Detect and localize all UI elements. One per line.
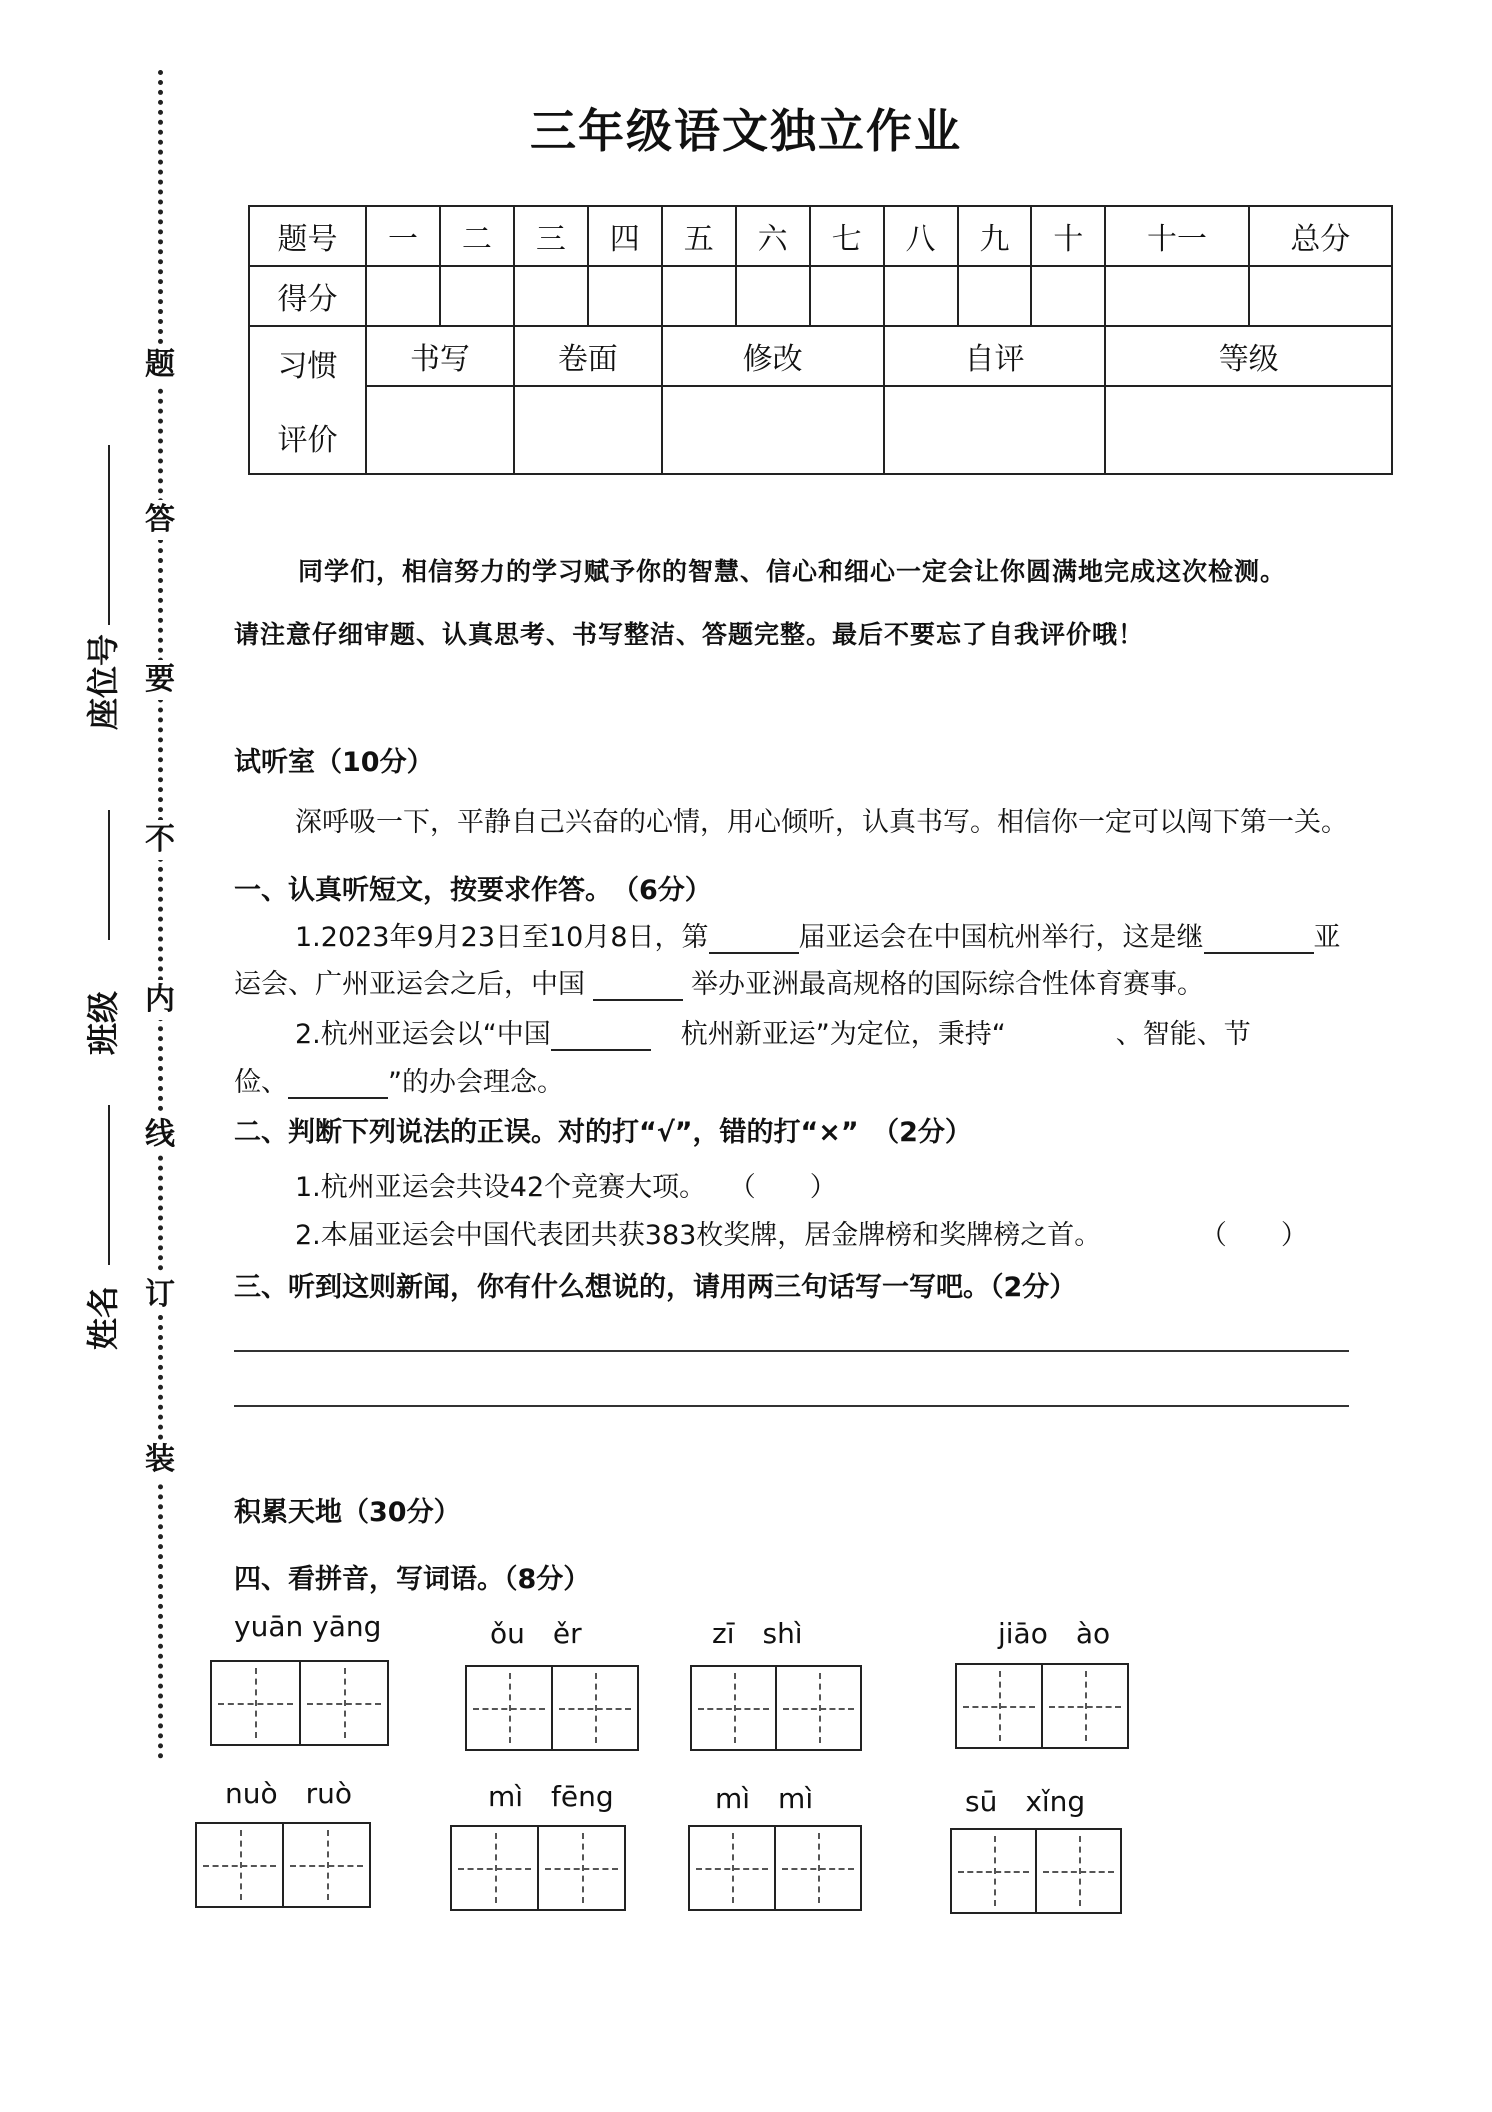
score-cell[interactable] xyxy=(366,266,440,326)
grid-cell[interactable] xyxy=(299,1662,388,1744)
class-label: 班级 xyxy=(84,990,122,1055)
text: 届亚运会在中国杭州举行，这是继 xyxy=(798,922,1204,953)
pinyin-label: yuān yāng xyxy=(234,1610,382,1643)
text: 2.杭州亚运会以“中国 xyxy=(295,1019,551,1050)
text: 、智能、节 xyxy=(1115,1019,1251,1050)
habit-column-header: 修改 xyxy=(662,326,884,386)
question-1-item-1 xyxy=(295,915,1341,954)
text: 举办亚洲最高规格的国际综合性体育赛事。 xyxy=(691,969,1204,1000)
grid-cell[interactable] xyxy=(212,1662,299,1744)
margin-char: 内 xyxy=(140,980,180,1020)
text: 俭、 xyxy=(234,1067,288,1098)
pinyin-label: sū xǐng xyxy=(965,1785,1086,1818)
text: 1.杭州亚运会共设42个竞赛大项。 xyxy=(295,1172,707,1203)
margin-char: 要 xyxy=(140,660,180,700)
habit-column-header: 等级 xyxy=(1105,326,1392,386)
answer-paren[interactable]: （ ） xyxy=(1199,1220,1308,1251)
column-header: 八 xyxy=(884,206,958,266)
score-cell[interactable] xyxy=(588,266,662,326)
pinyin-label: mì fēng xyxy=(488,1780,614,1813)
score-cell[interactable] xyxy=(1249,266,1392,326)
score-cell[interactable] xyxy=(662,266,736,326)
score-cell[interactable] xyxy=(1031,266,1105,326)
grid-cell[interactable] xyxy=(537,1827,624,1909)
answer-blank[interactable] xyxy=(1006,1021,1116,1051)
margin-char: 装 xyxy=(140,1440,180,1480)
habit-column-header: 卷面 xyxy=(514,326,662,386)
score-cell[interactable] xyxy=(736,266,810,326)
section-desc: 深呼吸一下，平静自己兴奋的心情，用心倾听，认真书写。相信你一定可以闯下第一关。 xyxy=(295,807,1348,838)
character-grid[interactable] xyxy=(465,1665,639,1751)
habit-score-cell[interactable] xyxy=(1105,386,1392,474)
text: 亚 xyxy=(1313,922,1341,953)
grid-cell[interactable] xyxy=(467,1667,551,1749)
answer-blank[interactable] xyxy=(593,969,683,1001)
answer-blank[interactable] xyxy=(1204,922,1314,954)
score-cell[interactable] xyxy=(810,266,884,326)
name-label: 姓名 xyxy=(84,1285,122,1350)
column-header: 六 xyxy=(736,206,810,266)
habit-label-1: 习惯 xyxy=(277,349,338,384)
column-header: 二 xyxy=(440,206,514,266)
score-label-cell: 得分 xyxy=(249,266,366,326)
writing-line[interactable] xyxy=(234,1405,1349,1407)
grid-cell[interactable] xyxy=(775,1667,860,1749)
habit-score-cell[interactable] xyxy=(662,386,884,474)
grid-cell[interactable] xyxy=(551,1667,637,1749)
question-2-title: 二、判断下列说法的正误。对的打“√”，错的打“×” （2分） xyxy=(234,1117,972,1148)
answer-blank[interactable] xyxy=(551,1019,651,1051)
question-4-title: 四、看拼音，写词语。（8分） xyxy=(234,1564,591,1595)
score-table xyxy=(248,205,1393,475)
question-1-title: 一、认真听短文，按要求作答。 （6分） xyxy=(234,875,712,906)
margin-char: 答 xyxy=(140,500,180,540)
text: 杭州新亚运”为定位，秉持“ xyxy=(680,1019,1006,1050)
question-2-item-2 xyxy=(295,1213,1308,1252)
column-header: 总分 xyxy=(1249,206,1392,266)
column-header: 三 xyxy=(514,206,588,266)
question-1-item-2 xyxy=(295,1012,1251,1051)
character-grid[interactable] xyxy=(955,1663,1129,1749)
habit-column-header: 书写 xyxy=(366,326,514,386)
grid-cell[interactable] xyxy=(1035,1830,1120,1912)
pinyin-label: jiāo ào xyxy=(998,1617,1111,1650)
grid-cell[interactable] xyxy=(690,1827,774,1909)
pinyin-label: zī shì xyxy=(712,1617,803,1650)
habit-column-header: 自评 xyxy=(884,326,1106,386)
header-label-cell: 题号 xyxy=(249,206,366,266)
column-header: 一 xyxy=(366,206,440,266)
question-2-item-1 xyxy=(295,1165,837,1204)
column-header: 十一 xyxy=(1105,206,1248,266)
pinyin-label: ǒu ěr xyxy=(490,1617,582,1650)
column-header: 五 xyxy=(662,206,736,266)
answer-paren[interactable]: （ ） xyxy=(728,1172,837,1203)
class-field[interactable] xyxy=(108,810,110,940)
question-1-item-2-cont xyxy=(234,1060,564,1099)
answer-blank[interactable] xyxy=(288,1067,388,1099)
score-cell[interactable] xyxy=(440,266,514,326)
grid-cell[interactable] xyxy=(957,1665,1041,1747)
score-cell[interactable] xyxy=(1105,266,1248,326)
grid-cell[interactable] xyxy=(774,1827,860,1909)
writing-line[interactable] xyxy=(234,1350,1349,1352)
margin-char: 不 xyxy=(140,820,180,860)
seat-number-label: 座位号 xyxy=(84,633,122,730)
character-grid[interactable] xyxy=(195,1822,371,1908)
grid-cell[interactable] xyxy=(952,1830,1035,1912)
text: 运会、广州亚运会之后，中国 xyxy=(234,969,585,1000)
habit-score-cell[interactable] xyxy=(514,386,662,474)
text: ”的办会理念。 xyxy=(388,1067,564,1098)
text: 1.2023年9月23日至10月8日，第 xyxy=(295,922,709,953)
score-cell[interactable] xyxy=(514,266,588,326)
pinyin-label: nuò ruò xyxy=(225,1777,353,1810)
column-header: 十 xyxy=(1031,206,1105,266)
margin-char: 订 xyxy=(140,1275,180,1315)
intro-line-2: 请注意仔细审题、认真思考、书写整洁、答题完整。最后不要忘了自我评价哦！ xyxy=(234,620,1145,649)
question-1-item-1-cont xyxy=(234,962,1204,1001)
grid-cell[interactable] xyxy=(452,1827,537,1909)
page-title: 三年级语文独立作业 xyxy=(530,104,962,158)
margin-char: 线 xyxy=(140,1115,180,1155)
answer-blank[interactable] xyxy=(709,922,799,954)
grid-cell[interactable] xyxy=(692,1667,775,1749)
seat-number-field[interactable] xyxy=(108,445,110,625)
text: 2.本届亚运会中国代表团共获383枚奖牌，居金牌榜和奖牌榜之首。 xyxy=(295,1220,1102,1251)
grid-cell[interactable] xyxy=(197,1824,282,1906)
name-field[interactable] xyxy=(108,1105,110,1265)
habit-score-cell[interactable] xyxy=(366,386,514,474)
pinyin-label: mì mì xyxy=(715,1782,814,1815)
section-title: 试听室（10分） xyxy=(234,747,434,778)
habit-label-cell xyxy=(249,326,366,474)
binding-dotted-line xyxy=(158,70,163,1760)
character-grid[interactable] xyxy=(450,1825,626,1911)
column-header: 四 xyxy=(588,206,662,266)
intro-line-1: 同学们，相信努力的学习赋予你的智慧、信心和细心一定会让你圆满地完成这次检测。 xyxy=(298,557,1287,586)
character-grid[interactable] xyxy=(688,1825,862,1911)
column-header: 九 xyxy=(958,206,1032,266)
habit-score-cell[interactable] xyxy=(884,386,1106,474)
habit-label-2: 评价 xyxy=(277,423,338,458)
section-title: 积累天地（30分） xyxy=(234,1497,461,1528)
character-grid[interactable] xyxy=(950,1828,1122,1914)
column-header: 七 xyxy=(810,206,884,266)
question-3-title: 三、听到这则新闻，你有什么想说的，请用两三句话写一写吧。（2分） xyxy=(234,1272,1077,1303)
grid-cell[interactable] xyxy=(282,1824,369,1906)
grid-cell[interactable] xyxy=(1041,1665,1127,1747)
character-grid[interactable] xyxy=(210,1660,389,1746)
score-cell[interactable] xyxy=(958,266,1032,326)
margin-char: 题 xyxy=(140,345,180,385)
character-grid[interactable] xyxy=(690,1665,862,1751)
score-cell[interactable] xyxy=(884,266,958,326)
